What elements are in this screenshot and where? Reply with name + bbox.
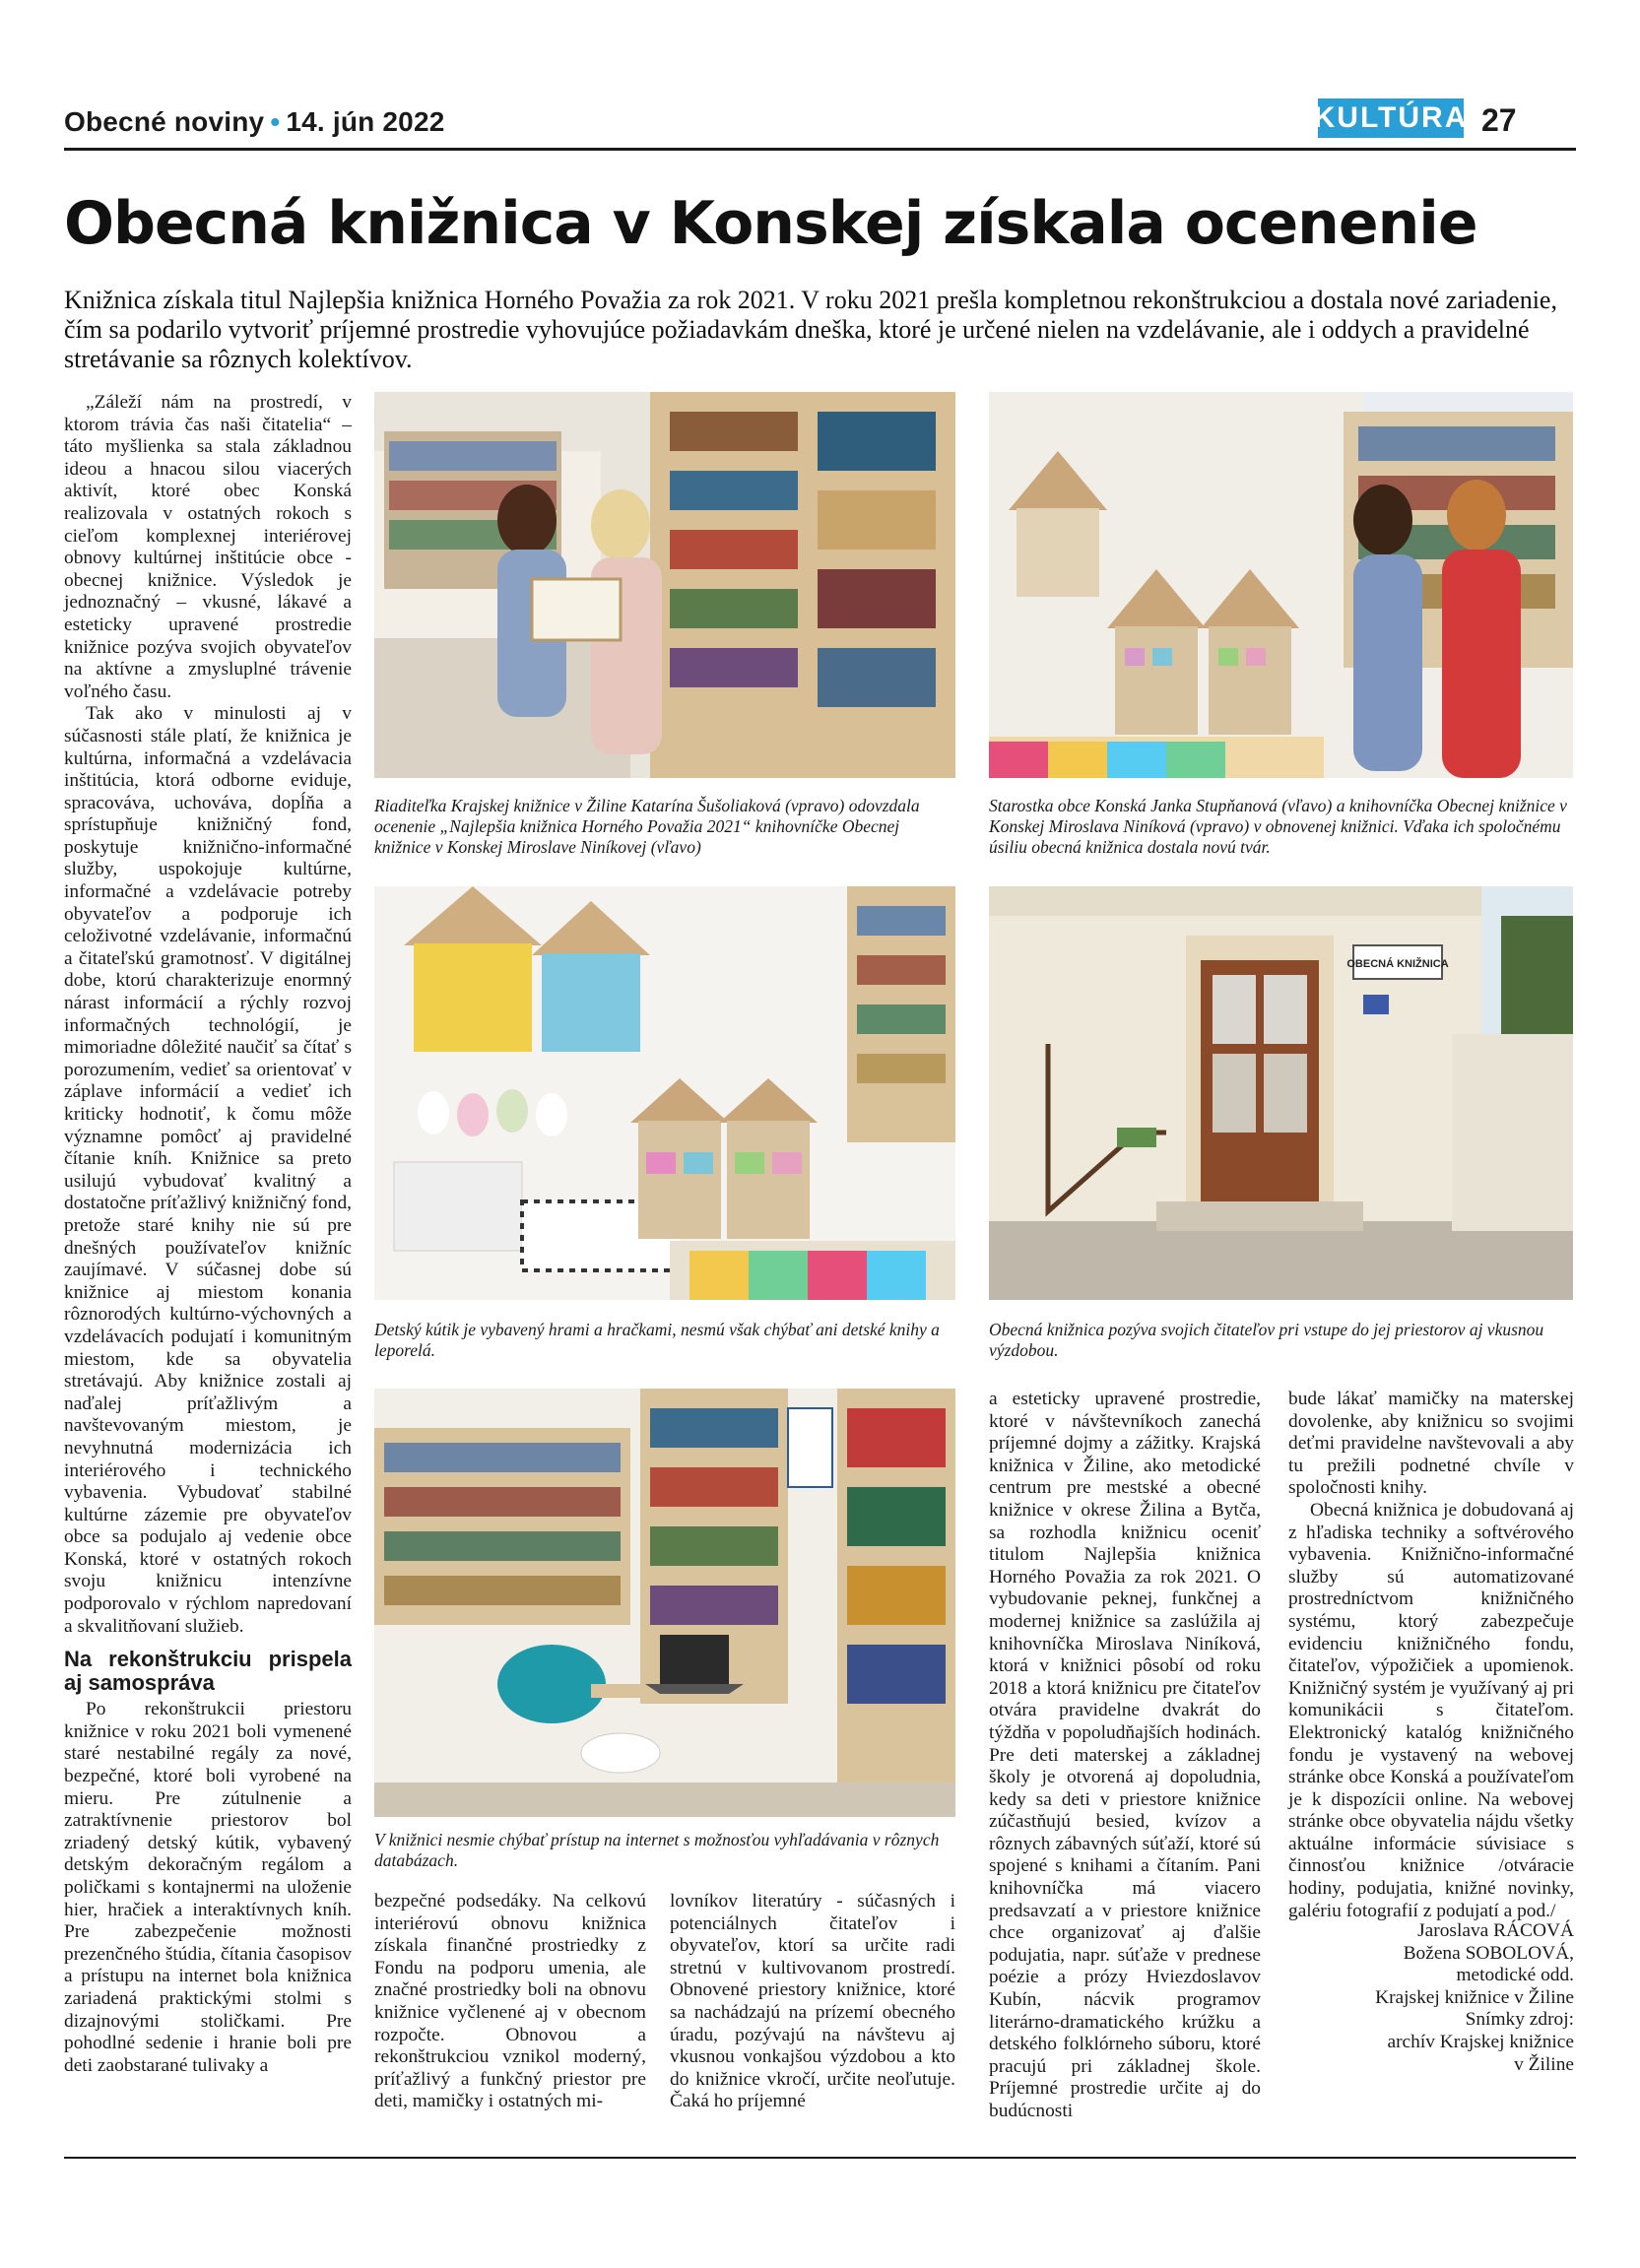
text-column-5: [1288, 1389, 1574, 1922]
paragraph: „Záleží nám na prostredí, v ktorom trávia čas naši čitatelia“ – táto myšlienka sa stala základnou ideou a hnacou silou viacerých aktivít, ktoré obec Konská realizovala v ostatných rokoch s cieľom komplexnej interiérovej obnovy kultúrnej inštitúcie obce - obecnej knižnice. Výsledok je jednoznačný – vkusné, lákavé a esteticky upravené prostredie knižnice pozýva svojich obyvateľov na aktívne a zmysluplné trávenie voľného času.: [64, 392, 352, 702]
byline-line: v Žiline: [1514, 2053, 1574, 2075]
byline-line: archív Krajskej knižnice: [1387, 2031, 1574, 2052]
byline-line: Snímky zdroj:: [1465, 2009, 1574, 2031]
caption-photo-2: Starostka obce Konská Janka Stupňanová (vľavo) a knihovníčka Obecnej knižnice v Konskej Miroslava Niníková (vpravo) v obnovenej knižnici. Vďaka ich spoločnému úsiliu obecná knižnica dostala novú tvár.: [989, 796, 1567, 857]
text-column-1: [64, 392, 352, 2077]
masthead: [64, 106, 445, 138]
text-column-3: [670, 1891, 955, 2113]
text-column-2: [374, 1891, 646, 2113]
article-title: Obecná knižnica v Konskej získala ocenenie: [64, 189, 1477, 258]
paragraph: Po rekonštrukcii priestoru knižnice v roku 2021 boli vymenené staré nestabilné regály za nové, bezpečné, ktoré boli vyrobené na mieru. Pre zútulnenie a zatraktívnenie priestorov bol zriadený detský kútik, vybavený detským dekoračným regálom a poličkami s kontajnermi na uloženie hier, hračiek a interaktívnych kníh. Pre zabezpečenie možnosti prezenčného štúdia, čítania časopisov a prístupu na internet bola knižnica zariadená praktickými stolmi s dizajnovými stoličkami. Pre pohodlné sedenie i hranie boli pre deti zaobstarané tulivaky a: [64, 1699, 352, 2076]
byline-line: metodické odd.: [1456, 1965, 1574, 1986]
text-column-4: [989, 1389, 1261, 2123]
page-number: 27: [1481, 102, 1517, 138]
footer-rule: [64, 2157, 1576, 2159]
caption-photo-3: Detský kútik je vybavený hrami a hračkami, nesmú však chýbať ani detské knihy a leporelá.: [374, 1320, 940, 1360]
photo-internet-corner: [374, 1389, 955, 1817]
paragraph: bezpečné podsedáky. Na celkovú interiérovú obnovu knižnica získala finančné prostriedky z Fondu na podporu umenia, ale značné prostriedky boli na obnovu knižnice vyčlenené aj v obecnom rozpočte. Obnovou a rekonštrukciou vznikol moderný, príťažlivý a funkčný priestor pre deti, mamičky i ostatných mi-: [374, 1891, 646, 2112]
paragraph: lovníkov literatúry - súčasných i potenciálnych čitateľov i obyvateľov, ktorí sa určite radi stretnú v kultivovanom prostredí. Obnovené priestory knižnice, ktoré sa nachádzajú na prízemí obecného úradu, pozývajú na návštevu aj vkusnou vonkajšou výzdobou a kto do knižnice vkročí, určite neoľutuje. Čaká ho príjemné: [670, 1891, 955, 2112]
paragraph: Tak ako v minulosti aj v súčasnosti stále platí, že knižnica je kultúrna, informačná a vzdelávacia inštitúcia, ktorá odborne eviduje, spracováva, uchováva, dopĺňa a sprístupňuje knižničný fond, poskytuje knižnično-informačné služby, uspokojuje kultúrne, informačné a vzdelávacie potreby obyvateľov a podporuje ich celoživotné vzdelávanie, informačnú a čitateľskú gramotnosť. V digitálnej dobe, ktorú charakterizuje enormný nárast informácií a rýchly rozvoj informačných technológií, je mimoriadne dôležité naučiť sa čítať s porozumením, vedieť sa orientovať v záplave informácií a vedieť ich kriticky hodnotiť, k čomu môže významne pomôcť aj pravidelné čítanie kníh. Knižnice sa preto usilujú vybudovať kvalitný a dostatočne príťažlivý knižničný fond, pretože staré knihy nie sú pre dnešných používateľov knižníc zaujímavé. V súčasnej dobe sú knižnice aj miestom konania rôznorodých kultúrno-výchovných a vzdelávacích podujatí i komunitným miestom, kde sa obyvatelia stretávajú. Aby knižnice zostali aj naďalej príťažlivým a navštevovaným miestom, je nevyhnutná modernizácia ich interiérového i technického vybavenia. Vybudovať stabilné kultúrne zázemie pre obyvateľov obce sa podujalo aj vedenie obce Konská, ktoré v ostatných rokoch svoju knižnicu intenzívne podporovalo v rýchlom napredovaní a skvalitňovaní služieb.: [64, 703, 352, 1637]
photo-kids-corner: [374, 886, 955, 1300]
subheading: Na rekonštrukciu prispela aj samospráva: [64, 1647, 352, 1696]
header-separator: •: [270, 106, 281, 137]
byline-line: Jaroslava RÁCOVÁ: [1417, 1920, 1574, 1941]
caption-photo-4: Obecná knižnica pozýva svojich čitateľov pri vstupe do jej priestorov aj vkusnou výzdobou.: [989, 1320, 1544, 1360]
caption-photo-1: Riaditeľka Krajskej knižnice v Žiline Katarína Šušoliaková (vpravo) odovzdala ocenenie „Najlepšia knižnica Horného Považia 2021“ knihovníčke Obecnej knižnice v Konskej Miroslave Niníkovej (vľavo): [374, 796, 920, 857]
header-rule: [64, 148, 1576, 151]
article-lead: Knižnica získala titul Najlepšia knižnica Horného Považia za rok 2021. V roku 2021 prešla kompletnou rekonštrukciou a dostala nové zariadenie, čím sa podarilo vytvoriť príjemné prostredie vyhovujúce požiadavkám dneška, ktoré je určené nielen na vzdelávanie, ale i oddych a pravidelné stretávanie sa rôznych kolektívov.: [64, 286, 1557, 373]
caption-photo-5: V knižnici nesmie chýbať prístup na internet s možnosťou vyhľadávania v rôznych databázach.: [374, 1830, 940, 1870]
section-badge: KULTÚRA: [1318, 98, 1464, 138]
byline-line: Božena SOBOLOVÁ,: [1403, 1942, 1574, 1964]
photo-mayor-librarian: [989, 392, 1573, 778]
byline-line: Krajskej knižnice v Žiline: [1375, 1986, 1574, 2008]
door-sign-text: OBECNÁ KNIŽNICA: [1346, 958, 1449, 970]
paper-name: Obecné noviny: [64, 106, 265, 137]
paragraph: Obecná knižnica je dobudovaná aj z hľadiska techniky a softvérového vybavenia. Knižnično-informačné služby sú automatizované prostredníctvom knižničného systému, ktorý zabezpečuje evidenciu knižničného fondu, čitateľov, výpožičiek a upomienok. Knižničný systém je využívaný aj pri komunikácii s čitateľom. Elektronický katalóg knižničného fondu je vystavený na webovej stránke obce Konská a používateľom je k dispozícii online. Na webovej stránke obce obyvatelia nájdu všetky aktuálne informácie súvisiace s činnosťou knižnice /otváracie hodiny, podujatia, knižné novinky, galériu fotografií z podujatí a pod./: [1288, 1499, 1574, 1921]
byline: [1288, 1920, 1574, 2076]
photo-library-entrance: [989, 886, 1573, 1300]
paragraph: a esteticky upravené prostredie, ktoré v návštevníkoch zanechá príjemné dojmy a zážitky. Krajská knižnica v Žiline, ako metodické centrum pre mestské a obecné knižnice v okrese Žilina a Bytča, sa rozhodla knižnicu oceniť titulom Najlepšia knižnica Horného Považia za rok 2021. O vybudovanie peknej, funkčnej a modernej knižnice sa zaslúžila aj knihovníčka Miroslava Niníková, ktorá v knižnici pôsobí od roku 2018 a ktorá knižnicu pre čitateľov otvára pravidelne dvakrát do týždňa v popoludňajších hodinách. Pre deti materskej a základnej školy je otvorená aj dopoludnia, kedy sa deti v priestore knižnice zúčastňujú besied, kvízov a rôznych zábavných súťaží, ktoré sú spojené s knihami a čítaním. Pani knihovníčka má viacero predsavzatí a v priestore knižnice chce organizovať aj ďalšie podujatia, napr. súťaže v prednese poézie a prózy Hviezdoslavov Kubín, nácvik programov literárno-dramatického krúžku a detského folklórneho súboru, ktoré pracujú pri základnej škole. Príjemné prostredie určite aj do budúcnosti: [989, 1389, 1261, 2121]
paragraph: bude lákať mamičky na materskej dovolenke, aby knižnicu so svojimi deťmi pravidelne navštevovali a aby tu prežili podnetné chvíle v spoločnosti knihy.: [1288, 1389, 1574, 1499]
issue-date: 14. jún 2022: [286, 106, 445, 137]
photo-award-handover: [374, 392, 955, 778]
